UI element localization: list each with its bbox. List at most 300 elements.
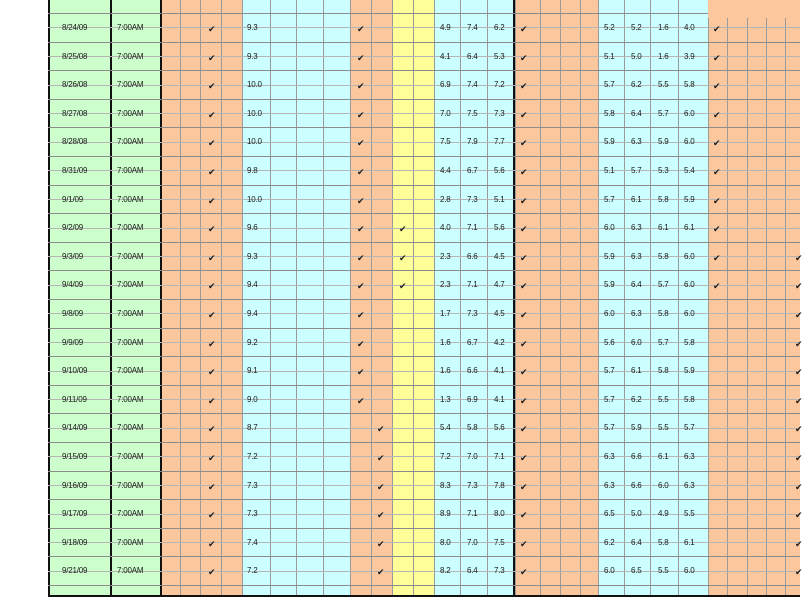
time-cell[interactable]: 7:00AM bbox=[117, 194, 144, 204]
value-cell[interactable]: 1.3 bbox=[440, 394, 451, 404]
value-cell[interactable]: 7.2 bbox=[247, 452, 258, 461]
value-cell[interactable]: 5.9 bbox=[604, 280, 615, 290]
time-cell[interactable]: 7:00AM bbox=[117, 537, 144, 547]
checkmark-cell[interactable]: ✔ bbox=[520, 367, 528, 378]
value-cell[interactable]: 5.6 bbox=[494, 166, 505, 175]
checkmark-cell[interactable]: ✔ bbox=[208, 138, 216, 149]
checkmark-cell[interactable]: ✔ bbox=[713, 195, 721, 206]
value-cell[interactable]: 4.7 bbox=[494, 280, 505, 290]
checkmark-cell[interactable]: ✔ bbox=[208, 338, 216, 349]
value-cell[interactable]: 5.8 bbox=[658, 251, 669, 261]
time-cell[interactable]: 7:00AM bbox=[117, 509, 144, 519]
value-cell[interactable]: 5.8 bbox=[658, 537, 669, 547]
value-cell[interactable]: 5.1 bbox=[604, 166, 615, 175]
value-cell[interactable]: 5.8 bbox=[658, 366, 669, 376]
checkmark-cell[interactable]: ✔ bbox=[713, 24, 721, 34]
checkmark-cell[interactable]: ✔ bbox=[377, 481, 385, 492]
checkmark-cell[interactable]: ✔ bbox=[520, 109, 528, 120]
value-cell[interactable]: 5.7 bbox=[684, 423, 695, 433]
checkmark-cell[interactable]: ✔ bbox=[357, 281, 365, 292]
checkmark-cell[interactable]: ✔ bbox=[377, 538, 385, 549]
checkmark-cell[interactable]: ✔ bbox=[520, 224, 528, 235]
value-cell[interactable]: 6.7 bbox=[467, 166, 478, 175]
table-row bbox=[0, 42, 800, 71]
date-cell[interactable]: 9/18/09 bbox=[62, 537, 88, 547]
value-cell[interactable]: 6.1 bbox=[658, 223, 669, 233]
value-cell[interactable]: 8.2 bbox=[440, 566, 451, 576]
value-cell[interactable]: 1.6 bbox=[440, 337, 451, 347]
checkmark-cell[interactable]: ✔ bbox=[208, 510, 216, 521]
checkmark-cell[interactable]: ✔ bbox=[520, 453, 528, 463]
value-cell[interactable]: 7.3 bbox=[494, 108, 505, 118]
value-cell[interactable]: 6.3 bbox=[631, 223, 642, 233]
time-cell[interactable]: 7:00AM bbox=[117, 452, 144, 461]
value-cell[interactable]: 5.5 bbox=[658, 423, 669, 433]
checkmark-cell[interactable]: ✔ bbox=[208, 424, 216, 435]
value-cell[interactable]: 5.4 bbox=[440, 423, 451, 433]
time-cell[interactable]: 7:00AM bbox=[117, 337, 144, 347]
value-cell[interactable]: 7.3 bbox=[247, 509, 258, 519]
value-cell[interactable]: 6.3 bbox=[631, 251, 642, 261]
value-cell[interactable]: 4.0 bbox=[440, 223, 451, 233]
checkmark-cell[interactable]: ✔ bbox=[208, 367, 216, 378]
checkmark-cell[interactable]: ✔ bbox=[520, 52, 528, 63]
checkmark-cell[interactable]: ✔ bbox=[795, 395, 802, 406]
value-cell[interactable]: 1.7 bbox=[440, 309, 451, 318]
value-cell[interactable]: 2.3 bbox=[440, 251, 451, 261]
date-cell[interactable]: 9/11/09 bbox=[62, 394, 87, 404]
date-cell[interactable]: 9/21/09 bbox=[62, 566, 88, 576]
value-cell[interactable]: 5.7 bbox=[604, 366, 615, 376]
checkmark-cell[interactable]: ✔ bbox=[713, 109, 721, 120]
value-cell[interactable]: 6.0 bbox=[604, 223, 615, 233]
value-cell[interactable]: 7.3 bbox=[467, 480, 478, 490]
checkmark-cell[interactable]: ✔ bbox=[520, 338, 528, 349]
value-cell[interactable]: 4.1 bbox=[494, 366, 505, 376]
value-cell[interactable]: 9.3 bbox=[247, 251, 258, 261]
date-cell[interactable]: 9/3/09 bbox=[62, 251, 84, 261]
table-row bbox=[0, 99, 800, 128]
table-row bbox=[0, 499, 800, 528]
value-cell[interactable]: 4.1 bbox=[440, 51, 451, 61]
value-cell[interactable]: 4.9 bbox=[440, 23, 451, 32]
checkmark-cell[interactable]: ✔ bbox=[208, 538, 216, 549]
value-cell[interactable]: 6.4 bbox=[631, 537, 642, 547]
value-cell[interactable]: 7.2 bbox=[494, 80, 505, 90]
value-cell[interactable]: 5.9 bbox=[684, 194, 695, 204]
checkmark-cell[interactable]: ✔ bbox=[357, 310, 365, 320]
checkmark-cell[interactable]: ✔ bbox=[520, 395, 528, 406]
value-cell[interactable]: 1.6 bbox=[658, 23, 669, 32]
checkmark-cell[interactable]: ✔ bbox=[795, 310, 802, 320]
checkmark-cell[interactable]: ✔ bbox=[713, 138, 721, 149]
value-cell[interactable]: 7.1 bbox=[494, 452, 505, 461]
value-cell[interactable]: 4.0 bbox=[684, 23, 695, 32]
value-cell[interactable]: 6.5 bbox=[604, 509, 615, 519]
checkmark-cell[interactable]: ✔ bbox=[208, 281, 216, 292]
value-cell[interactable]: 7.5 bbox=[467, 108, 478, 118]
value-cell[interactable]: 10.0 bbox=[247, 80, 262, 90]
value-cell[interactable]: 7.9 bbox=[467, 137, 478, 147]
value-cell[interactable]: 6.3 bbox=[684, 480, 695, 490]
date-cell[interactable]: 9/2/09 bbox=[62, 223, 84, 233]
checkmark-cell[interactable]: ✔ bbox=[208, 310, 216, 320]
checkmark-cell[interactable]: ✔ bbox=[713, 224, 721, 235]
checkmark-cell[interactable]: ✔ bbox=[208, 109, 216, 120]
checkmark-cell[interactable]: ✔ bbox=[357, 109, 365, 120]
value-cell[interactable]: 9.0 bbox=[247, 394, 258, 404]
value-cell[interactable]: 8.9 bbox=[440, 509, 451, 519]
checkmark-cell[interactable]: ✔ bbox=[377, 510, 385, 521]
checkmark-cell[interactable]: ✔ bbox=[208, 195, 216, 206]
value-cell[interactable]: 1.6 bbox=[440, 366, 451, 376]
value-cell[interactable]: 7.3 bbox=[467, 309, 478, 318]
checkmark-cell[interactable]: ✔ bbox=[520, 167, 528, 177]
checkmark-cell[interactable]: ✔ bbox=[795, 481, 802, 492]
value-cell[interactable]: 4.5 bbox=[494, 251, 505, 261]
value-cell[interactable]: 6.3 bbox=[631, 309, 642, 318]
value-cell[interactable]: 5.7 bbox=[658, 280, 669, 290]
value-cell[interactable]: 7.4 bbox=[467, 23, 478, 32]
value-cell[interactable]: 5.8 bbox=[684, 80, 695, 90]
checkmark-cell[interactable]: ✔ bbox=[208, 52, 216, 63]
table-row bbox=[0, 385, 800, 414]
checkmark-cell[interactable]: ✔ bbox=[713, 52, 721, 63]
value-cell[interactable]: 6.1 bbox=[684, 537, 695, 547]
value-cell[interactable]: 7.4 bbox=[247, 537, 258, 547]
value-cell[interactable]: 5.0 bbox=[631, 509, 642, 519]
value-cell[interactable]: 5.7 bbox=[604, 423, 615, 433]
value-cell[interactable]: 8.0 bbox=[494, 509, 505, 519]
value-cell[interactable]: 8.7 bbox=[247, 423, 258, 433]
time-cell[interactable]: 7:00AM bbox=[117, 108, 144, 118]
checkmark-cell[interactable]: ✔ bbox=[357, 395, 365, 406]
date-cell[interactable]: 9/17/09 bbox=[62, 509, 88, 519]
value-cell[interactable]: 6.4 bbox=[631, 108, 642, 118]
checkmark-cell[interactable]: ✔ bbox=[520, 424, 528, 435]
table-row bbox=[0, 528, 800, 557]
checkmark-cell[interactable]: ✔ bbox=[208, 395, 216, 406]
value-cell[interactable]: 5.8 bbox=[684, 337, 695, 347]
checkmark-cell[interactable]: ✔ bbox=[357, 24, 365, 34]
value-cell[interactable]: 6.0 bbox=[684, 251, 695, 261]
checkmark-cell[interactable]: ✔ bbox=[357, 252, 365, 263]
value-cell[interactable]: 6.2 bbox=[604, 537, 615, 547]
checkmark-cell[interactable]: ✔ bbox=[208, 481, 216, 492]
time-cell[interactable]: 7:00AM bbox=[117, 80, 144, 90]
value-cell[interactable]: 5.6 bbox=[494, 423, 505, 433]
checkmark-cell[interactable]: ✔ bbox=[795, 281, 802, 292]
value-cell[interactable]: 3.9 bbox=[684, 51, 695, 61]
date-cell[interactable]: 9/14/09 bbox=[62, 423, 88, 433]
time-cell[interactable]: 7:00AM bbox=[117, 251, 144, 261]
value-cell[interactable]: 5.9 bbox=[658, 137, 669, 147]
time-cell[interactable]: 7:00AM bbox=[117, 566, 144, 576]
value-cell[interactable]: 5.0 bbox=[631, 51, 642, 61]
checkmark-cell[interactable]: ✔ bbox=[377, 453, 385, 463]
time-cell[interactable]: 7:00AM bbox=[117, 480, 144, 490]
checkmark-cell[interactable]: ✔ bbox=[399, 252, 407, 263]
date-cell[interactable]: 8/31/09 bbox=[62, 166, 88, 175]
value-cell[interactable]: 7.0 bbox=[440, 108, 451, 118]
value-cell[interactable]: 6.5 bbox=[631, 566, 642, 576]
time-cell[interactable]: 7:00AM bbox=[117, 366, 144, 376]
date-cell[interactable]: 8/26/08 bbox=[62, 80, 88, 90]
value-cell[interactable]: 6.0 bbox=[684, 280, 695, 290]
value-cell[interactable]: 5.8 bbox=[658, 194, 669, 204]
value-cell[interactable]: 6.6 bbox=[631, 452, 642, 461]
value-cell[interactable]: 5.4 bbox=[684, 166, 695, 175]
value-cell[interactable]: 9.8 bbox=[247, 166, 258, 175]
value-cell[interactable]: 6.2 bbox=[631, 80, 642, 90]
value-cell[interactable]: 10.0 bbox=[247, 137, 262, 147]
time-cell[interactable]: 7:00AM bbox=[117, 423, 144, 433]
grid-bottom-border bbox=[48, 595, 800, 597]
checkmark-cell[interactable]: ✔ bbox=[208, 567, 216, 578]
value-cell[interactable]: 5.9 bbox=[604, 251, 615, 261]
checkmark-cell[interactable]: ✔ bbox=[520, 510, 528, 521]
value-cell[interactable]: 6.0 bbox=[684, 137, 695, 147]
date-cell[interactable]: 8/25/08 bbox=[62, 51, 88, 61]
checkmark-cell[interactable]: ✔ bbox=[377, 424, 385, 435]
checkmark-cell[interactable]: ✔ bbox=[208, 453, 216, 463]
value-cell[interactable]: 8.0 bbox=[440, 537, 451, 547]
time-cell[interactable]: 7:00AM bbox=[117, 137, 144, 147]
value-cell[interactable]: 6.1 bbox=[658, 452, 669, 461]
table-row bbox=[0, 213, 800, 242]
checkmark-cell[interactable]: ✔ bbox=[357, 81, 365, 92]
value-cell[interactable]: 5.3 bbox=[658, 166, 669, 175]
checkmark-cell[interactable]: ✔ bbox=[795, 538, 802, 549]
value-cell[interactable]: 6.2 bbox=[631, 394, 642, 404]
value-cell[interactable]: 7.3 bbox=[467, 194, 478, 204]
value-cell[interactable]: 6.7 bbox=[467, 337, 478, 347]
checkmark-cell[interactable]: ✔ bbox=[208, 167, 216, 177]
value-cell[interactable]: 5.5 bbox=[684, 509, 695, 519]
date-cell[interactable]: 9/10/09 bbox=[62, 366, 88, 376]
value-cell[interactable]: 7.0 bbox=[467, 537, 478, 547]
value-cell[interactable]: 7.8 bbox=[494, 480, 505, 490]
checkmark-cell[interactable]: ✔ bbox=[713, 167, 721, 177]
time-cell[interactable]: 7:00AM bbox=[117, 223, 144, 233]
checkmark-cell[interactable]: ✔ bbox=[795, 510, 802, 521]
checkmark-cell[interactable]: ✔ bbox=[713, 81, 721, 92]
table-row bbox=[0, 413, 800, 442]
value-cell[interactable]: 7.5 bbox=[494, 537, 505, 547]
value-cell[interactable]: 6.0 bbox=[604, 309, 615, 318]
checkmark-cell[interactable]: ✔ bbox=[520, 252, 528, 263]
value-cell[interactable]: 7.1 bbox=[467, 509, 478, 519]
checkmark-cell[interactable]: ✔ bbox=[357, 224, 365, 235]
value-cell[interactable]: 6.0 bbox=[658, 480, 669, 490]
value-cell[interactable]: 6.0 bbox=[604, 566, 615, 576]
value-cell[interactable]: 5.8 bbox=[684, 394, 695, 404]
value-cell[interactable]: 6.1 bbox=[684, 223, 695, 233]
value-cell[interactable]: 5.5 bbox=[658, 80, 669, 90]
time-cell[interactable]: 7:00AM bbox=[117, 309, 144, 318]
value-cell[interactable]: 5.7 bbox=[604, 80, 615, 90]
checkmark-cell[interactable]: ✔ bbox=[357, 52, 365, 63]
value-cell[interactable]: 9.6 bbox=[247, 223, 258, 233]
value-cell[interactable]: 6.0 bbox=[684, 108, 695, 118]
value-cell[interactable]: 9.3 bbox=[247, 51, 258, 61]
value-cell[interactable]: 5.7 bbox=[631, 166, 642, 175]
date-cell[interactable]: 9/16/09 bbox=[62, 480, 88, 490]
value-cell[interactable]: 5.9 bbox=[684, 366, 695, 376]
value-cell[interactable]: 6.0 bbox=[684, 309, 695, 318]
checkmark-cell[interactable]: ✔ bbox=[795, 338, 802, 349]
value-cell[interactable]: 6.0 bbox=[631, 337, 642, 347]
value-cell[interactable]: 4.2 bbox=[494, 337, 505, 347]
value-cell[interactable]: 6.6 bbox=[467, 251, 478, 261]
checkmark-cell[interactable]: ✔ bbox=[208, 252, 216, 263]
value-cell[interactable]: 5.1 bbox=[604, 51, 615, 61]
value-cell[interactable]: 6.6 bbox=[467, 366, 478, 376]
checkmark-cell[interactable]: ✔ bbox=[520, 481, 528, 492]
checkmark-cell[interactable]: ✔ bbox=[520, 195, 528, 206]
checkmark-cell[interactable]: ✔ bbox=[520, 281, 528, 292]
date-cell[interactable]: 8/27/08 bbox=[62, 108, 88, 118]
date-cell[interactable]: 9/1/09 bbox=[62, 194, 84, 204]
checkmark-cell[interactable]: ✔ bbox=[208, 224, 216, 235]
value-cell[interactable]: 6.0 bbox=[684, 566, 695, 576]
checkmark-cell[interactable]: ✔ bbox=[208, 24, 216, 34]
value-cell[interactable]: 5.9 bbox=[604, 137, 615, 147]
checkmark-cell[interactable]: ✔ bbox=[399, 281, 407, 292]
date-cell[interactable]: 8/28/08 bbox=[62, 137, 88, 147]
value-cell[interactable]: 1.6 bbox=[658, 51, 669, 61]
value-cell[interactable]: 5.5 bbox=[658, 394, 669, 404]
value-cell[interactable]: 5.7 bbox=[604, 394, 615, 404]
value-cell[interactable]: 7.1 bbox=[467, 223, 478, 233]
value-cell[interactable]: 7.0 bbox=[467, 452, 478, 461]
value-cell[interactable]: 8.3 bbox=[440, 480, 451, 490]
table-row bbox=[0, 299, 800, 328]
value-cell[interactable]: 6.4 bbox=[631, 280, 642, 290]
value-cell[interactable]: 10.0 bbox=[247, 194, 262, 204]
table-row bbox=[0, 156, 800, 185]
value-cell[interactable]: 6.1 bbox=[631, 366, 642, 376]
table-row bbox=[0, 270, 800, 299]
table-row bbox=[0, 242, 800, 271]
checkmark-cell[interactable]: ✔ bbox=[795, 424, 802, 435]
checkmark-cell[interactable]: ✔ bbox=[357, 138, 365, 149]
date-cell[interactable]: 9/4/09 bbox=[62, 280, 84, 290]
value-cell[interactable]: 6.1 bbox=[631, 194, 642, 204]
time-cell[interactable]: 7:00AM bbox=[117, 23, 144, 32]
checkmark-cell[interactable]: ✔ bbox=[520, 81, 528, 92]
value-cell[interactable]: 6.3 bbox=[684, 452, 695, 461]
value-cell[interactable]: 7.4 bbox=[467, 80, 478, 90]
value-cell[interactable]: 5.7 bbox=[658, 108, 669, 118]
checkmark-cell[interactable]: ✔ bbox=[520, 538, 528, 549]
table-row bbox=[0, 356, 800, 385]
checkmark-cell[interactable]: ✔ bbox=[520, 310, 528, 320]
value-cell[interactable]: 6.9 bbox=[467, 394, 478, 404]
value-cell[interactable]: 7.1 bbox=[467, 280, 478, 290]
checkmark-cell[interactable]: ✔ bbox=[357, 167, 365, 177]
value-cell[interactable]: 5.8 bbox=[658, 309, 669, 318]
checkmark-cell[interactable]: ✔ bbox=[713, 281, 721, 292]
value-cell[interactable]: 5.5 bbox=[658, 566, 669, 576]
checkmark-cell[interactable]: ✔ bbox=[208, 81, 216, 92]
value-cell[interactable]: 6.9 bbox=[440, 80, 451, 90]
value-cell[interactable]: 9.1 bbox=[247, 366, 258, 376]
value-cell[interactable]: 6.3 bbox=[604, 452, 615, 461]
value-cell[interactable]: 5.2 bbox=[604, 23, 615, 32]
checkmark-cell[interactable]: ✔ bbox=[377, 567, 385, 578]
table-row bbox=[0, 185, 800, 214]
checkmark-cell[interactable]: ✔ bbox=[520, 24, 528, 34]
checkmark-cell[interactable]: ✔ bbox=[795, 453, 802, 463]
value-cell[interactable]: 7.5 bbox=[440, 137, 451, 147]
value-cell[interactable]: 5.2 bbox=[631, 23, 642, 32]
value-cell[interactable]: 9.4 bbox=[247, 309, 258, 318]
value-cell[interactable]: 5.3 bbox=[494, 51, 505, 61]
checkmark-cell[interactable]: ✔ bbox=[399, 224, 407, 235]
value-cell[interactable]: 5.1 bbox=[494, 194, 505, 204]
time-cell[interactable]: 7:00AM bbox=[117, 394, 144, 404]
value-cell[interactable]: 5.8 bbox=[467, 423, 478, 433]
value-cell[interactable]: 7.2 bbox=[440, 452, 451, 461]
value-cell[interactable]: 6.4 bbox=[467, 566, 478, 576]
checkmark-cell[interactable]: ✔ bbox=[357, 195, 365, 206]
value-cell[interactable]: 9.2 bbox=[247, 337, 258, 347]
date-cell[interactable]: 8/24/09 bbox=[62, 23, 88, 32]
time-cell[interactable]: 7:00AM bbox=[117, 280, 144, 290]
value-cell[interactable]: 6.3 bbox=[604, 480, 615, 490]
value-cell[interactable]: 6.6 bbox=[631, 480, 642, 490]
value-cell[interactable]: 5.9 bbox=[631, 423, 642, 433]
value-cell[interactable]: 4.9 bbox=[658, 509, 669, 519]
value-cell[interactable]: 10.0 bbox=[247, 108, 262, 118]
date-cell[interactable]: 9/8/09 bbox=[62, 309, 84, 318]
value-cell[interactable]: 4.4 bbox=[440, 166, 451, 175]
value-cell[interactable]: 5.8 bbox=[604, 108, 615, 118]
checkmark-cell[interactable]: ✔ bbox=[520, 567, 528, 578]
value-cell[interactable]: 2.3 bbox=[440, 280, 451, 290]
value-cell[interactable]: 5.7 bbox=[604, 194, 615, 204]
checkmark-cell[interactable]: ✔ bbox=[357, 338, 365, 349]
date-cell[interactable]: 9/15/09 bbox=[62, 452, 88, 461]
value-cell[interactable]: 5.7 bbox=[658, 337, 669, 347]
time-cell[interactable]: 7:00AM bbox=[117, 51, 144, 61]
value-cell[interactable]: 7.3 bbox=[247, 480, 258, 490]
value-cell[interactable]: 7.2 bbox=[247, 566, 258, 576]
checkmark-cell[interactable]: ✔ bbox=[713, 252, 721, 263]
checkmark-cell[interactable]: ✔ bbox=[795, 567, 802, 578]
value-cell[interactable]: 9.3 bbox=[247, 23, 258, 32]
checkmark-cell[interactable]: ✔ bbox=[357, 367, 365, 378]
table-row bbox=[0, 442, 800, 471]
value-cell[interactable]: 5.6 bbox=[494, 223, 505, 233]
value-cell[interactable]: 7.3 bbox=[494, 566, 505, 576]
value-cell[interactable]: 6.2 bbox=[494, 23, 505, 32]
date-cell[interactable]: 9/9/09 bbox=[62, 337, 84, 347]
value-cell[interactable]: 9.4 bbox=[247, 280, 258, 290]
value-cell[interactable]: 2.8 bbox=[440, 194, 451, 204]
value-cell[interactable]: 4.1 bbox=[494, 394, 505, 404]
checkmark-cell[interactable]: ✔ bbox=[795, 252, 802, 263]
value-cell[interactable]: 6.4 bbox=[467, 51, 478, 61]
value-cell[interactable]: 6.3 bbox=[631, 137, 642, 147]
value-cell[interactable]: 5.6 bbox=[604, 337, 615, 347]
value-cell[interactable]: 4.5 bbox=[494, 309, 505, 318]
checkmark-cell[interactable]: ✔ bbox=[795, 367, 802, 378]
value-cell[interactable]: 7.7 bbox=[494, 137, 505, 147]
time-cell[interactable]: 7:00AM bbox=[117, 166, 144, 175]
checkmark-cell[interactable]: ✔ bbox=[520, 138, 528, 149]
